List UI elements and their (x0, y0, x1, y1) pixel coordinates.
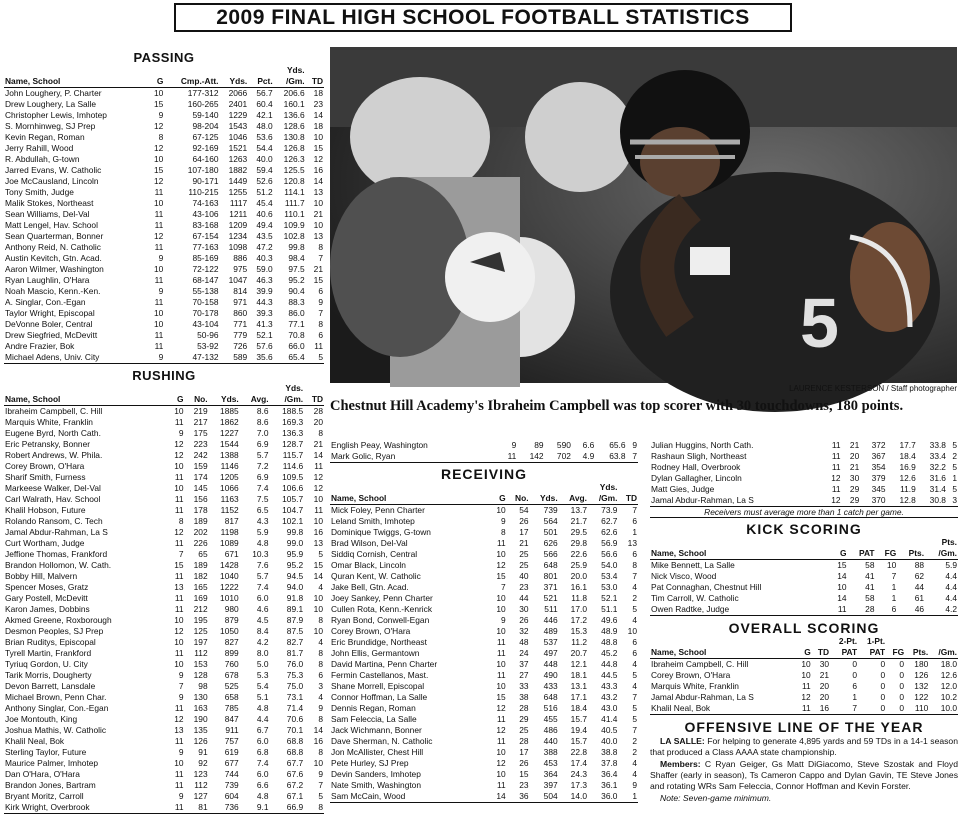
table-row: Brandon Hollomon, W. Cath. 15 189 1428 7.6 95.2 15 (5, 560, 323, 570)
overall-scoring-heading: OVERALL SCORING (728, 620, 880, 636)
table-row: Fermin Castellanos, Mast. 11 27 490 18.1 44.5 5 (331, 670, 637, 680)
table-row: Markeese Walker, Del-Val 10 145 1066 7.4 106.6 12 (5, 483, 323, 493)
svg-text:5: 5 (800, 284, 839, 362)
receiving-continued-rows (650, 440, 958, 507)
table-row: John Loughery, P. Charter 10 177-312 2066 56.7 206.6 18 (5, 88, 323, 98)
rushing-continued-rows (330, 440, 638, 463)
table-row: Mike Bennett, La Salle 15 58 10 88 5.9 (651, 560, 957, 570)
passing-table: Yds. Name, School G Cmp.-Att. Yds. Pct. /Gm. TD John Loughery, P. Charter 10 177-312 2066 56.7 206.6 18 Drew Loughery, La Salle 15 160-265 2401 60.4 160.1 23 Christopher Lewis, Imhotep 9 59-140 1229 42.1 136.6 14 S. Mornhinweg, SJ Prep 12 98-204 1543 48.0 128.6 18 Kevin Regan, Roman 8 67-125 1046 53.6 130.8 10 Jerry Rahill, Wood 12 92-169 1521 54.4 126.8 15 R. Abdullah, G-town 10 64-160 1263 40.0 126.3 12 Jarred Evans, W. Catholic 15 107-180 1882 59.4 125.5 16 Joe McCausland, Lincoln 12 90-171 1449 52.6 120.8 14 Tony Smith, Judge 11 110-215 1255 51.2 114.1 13 Malik Stokes, Northeast 10 74-163 1117 45.4 111.7 10 Sean Williams, Del-Val 11 43-106 1211 40.6 110.1 21 Matt Lengel, Hav. School 11 83-168 1209 49.4 109.9 10 Sean Quarterman, Bonner 12 67-154 1234 43.5 102.8 13 Anthony Reid, N. Catholic 11 77-163 1098 47.2 99.8 8 Austin Kevitch, Gtn. Acad. 9 85-169 886 40.3 98.4 7 Aaron Wilmer, Washington 10 72-122 975 59.0 97.5 21 Ryan Laughlin, O'Hara 11 68-147 1047 46.3 95.2 15 Noah Mascio, Kenn.-Ken. 9 55-138 814 39.9 90.4 6 A. Singlar, Con.-Egan 11 70-158 971 44.3 88.3 9 Taylor Wright, Episcopal 10 70-178 860 39.3 86.0 7 DeVonne Boler, Central 10 43-104 771 41.3 77.1 8 Drew Siegfried, McDevitt 11 50-96 779 52.1 70.8 6 Andre Frazier, Bok 11 53-92 726 57.6 66.0 11 Michael Adens, Univ. City 9 47-132 589 35.6 65.4 5 (5, 65, 323, 362)
table-row: Sean Williams, Del-Val 11 43-106 1211 40.6 110.1 21 (5, 209, 323, 219)
table-row: Marquis White, Franklin 11 20 6 0 0 132 12.0 (651, 681, 957, 691)
table-row: Sharif Smith, Furness 11 174 1205 6.9 109.5 12 (5, 472, 323, 482)
table-row: R. Abdullah, G-town 10 64-160 1263 40.0 126.3 12 (5, 154, 323, 164)
table-row: Anthony Singlar, Con.-Egan 11 163 785 4.8 71.4 9 (5, 703, 323, 713)
receiving-rows (330, 505, 638, 803)
table-row: Devon Barrett, Lansdale 7 98 525 5.4 75.0 3 (5, 681, 323, 691)
kick-scoring-table: Pts. Name, School G PAT FG Pts. /Gm. Mike Bennett, La Salle 15 58 10 88 5.9 Nick Visco, Wood 14 41 7 62 4.4 Pat Connaghan, Chestnut Hill 10 41 1 44 4.4 Tim Carroll, W. Catholic 14 58 1 61 4.4 Owen Radtke, Judge 11 28 6 46 4.2 (651, 537, 957, 614)
table-row: Marquis White, Franklin 11 217 1862 8.6 169.3 20 (5, 417, 323, 427)
table-row: Sterling Taylor, Future 9 91 619 6.8 68.8 8 (5, 747, 323, 757)
table-row: Leland Smith, Imhotep 9 26 564 21.7 62.7 6 (331, 516, 637, 526)
table-row: Curt Wortham, Judge 11 226 1089 4.8 99.0 13 (5, 538, 323, 548)
middle-column (330, 440, 638, 803)
rushing-table: Yds. Name, School G No. Yds. Avg. /Gm. TD Ibraheim Campbell, C. Hill 10 219 1885 8.6 188.5 28 Marquis White, Franklin 11 217 1862 8.6 169.3 20 Eugene Byrd, North Cath. 9 175 1227 7.0 136.3 8 Eric Petransky, Bonner 12 223 1544 6.9 128.7 21 Robert Andrews, W. Phila. 12 242 1388 5.7 115.7 14 Corey Brown, O'Hara 10 159 1146 7.2 114.6 11 Sharif Smith, Furness 11 174 1205 6.9 109.5 12 Markeese Walker, Del-Val 10 145 1066 7.4 106.6 12 Carl Walrath, Hav. School 11 156 1163 7.5 105.7 10 Khalil Hobson, Future 11 178 1152 6.5 104.7 11 Rolando Ransom, C. Tech 8 189 817 4.3 102.1 10 Jamal Abdur-Rahman, La S 12 202 1198 5.9 99.8 16 Curt Wortham, Judge 11 226 1089 4.8 99.0 13 Jeffione Thomas, Frankford 7 65 671 10.3 95.9 5 Brandon Hollomon, W. Cath. 15 189 1428 7.6 95.2 15 Bobby Hill, Malvern 11 182 1040 5.7 94.5 14 Spencer Moses, Gratz 13 165 1222 7.4 94.0 4 Gary Postell, McDevitt 11 169 1010 6.0 91.8 10 Karon James, Dobbins 11 212 980 4.6 89.1 10 Akmed Greene, Roxborough 10 195 879 4.5 87.9 8 Desmon Peoples, SJ Prep 12 125 1050 8.4 87.5 10 Brian Ruditys, Episcopal 10 197 827 4.2 82.7 4 Tyrell Martin, Frankford 11 112 899 8.0 81.7 8 Tyriuq Gordon, U. City 10 153 760 5.0 76.0 8 Tarik Morris, Dougherty 9 128 678 5.3 75.3 6 Devon Barrett, Lansdale 7 98 525 5.4 75.0 3 Michael Brown, Penn Char. 9 130 658 5.1 73.1 4 Anthony Singlar, Con.-Egan 11 163 785 4.8 71.4 9 Joe Montouth, King 12 190 847 4.4 70.6 8 Joshua Mathis, W. Catholic 13 135 911 6.7 70.1 14 Khalil Neal, Bok 11 126 757 6.0 68.8 16 Sterling Taylor, Future 9 91 619 6.8 68.8 8 Maurice Palmer, Imhotep 10 92 677 7.4 67.7 10 Dan O'Hara, O'Hara 11 123 744 6.0 67.6 9 Brandon Jones, Bartram 11 112 739 6.6 67.2 7 Bryant Moritz, Carroll 9 127 604 4.8 67.1 5 Kirk Wright, Overbrook 11 81 736 9.1 66.9 8 (5, 383, 323, 812)
table-row: Connor Hoffman, La Salle 15 38 648 17.1 43.2 7 (331, 692, 637, 702)
table-row: S. Mornhinweg, SJ Prep 12 98-204 1543 48.0 128.6 18 (5, 121, 323, 131)
photo-credit: LAURENCE KESTERSON / Staff photographer (789, 384, 957, 393)
table-row: Sam McCain, Wood 14 36 504 14.0 36.0 1 (331, 791, 637, 801)
table-row: Shane Morrell, Episcopal 10 33 433 13.1 43.3 4 (331, 681, 637, 691)
table-row: Ibraheim Campbell, C. Hill 10 219 1885 8.6 188.5 28 (5, 406, 323, 416)
offensive-line-paragraph-1: LA SALLE: For helping to generate 4,895 yards and 59 TDs in a 14-1 season that produced a Class AAAA state championship. (650, 736, 958, 757)
table-row: Pat Connaghan, Chestnut Hill 10 41 1 44 4.4 (651, 582, 957, 592)
table-row: Kirk Wright, Overbrook 11 81 736 9.1 66.9 8 (5, 802, 323, 812)
table-row: Brad Wilson, Del-Val 11 21 626 29.8 56.9 13 (331, 538, 637, 548)
table-row: Jon McAllister, Chest Hill 10 17 388 22.8 38.8 2 (331, 747, 637, 757)
table-row: Cullen Rota, Kenn.-Kenrick 10 30 511 17.0 51.1 5 (331, 604, 637, 614)
table-row: Bobby Hill, Malvern 11 182 1040 5.7 94.5 14 (5, 571, 323, 581)
table-row: Tyrell Martin, Frankford 11 112 899 8.0 81.7 8 (5, 648, 323, 658)
table-row: John Ellis, Germantown 11 24 497 20.7 45.2 6 (331, 648, 637, 658)
table-row: Drew Siegfried, McDevitt 11 50-96 779 52.1 70.8 6 (5, 330, 323, 340)
table-row: Jerry Rahill, Wood 12 92-169 1521 54.4 126.8 15 (5, 143, 323, 153)
table-row: Dave Sherman, N. Catholic 11 28 440 15.7 40.0 2 (331, 736, 637, 746)
table-row: Sam Feleccia, La Salle 11 29 455 15.7 41.4 5 (331, 714, 637, 724)
kick-scoring-heading: KICK SCORING (746, 521, 862, 537)
table-row: Joshua Mathis, W. Catholic 13 135 911 6.7 70.1 14 (5, 725, 323, 735)
table-row: Siddiq Cornish, Central 10 25 566 22.6 56.6 6 (331, 549, 637, 559)
table-row: Noah Mascio, Kenn.-Ken. 9 55-138 814 39.9 90.4 6 (5, 286, 323, 296)
table-row: Dennis Regan, Roman 12 28 516 18.4 43.0 5 (331, 703, 637, 713)
kick-scoring-rows (650, 560, 958, 616)
table-row: Robert Andrews, W. Phila. 12 242 1388 5.7 115.7 14 (5, 450, 323, 460)
passing-heading: PASSING (133, 50, 195, 65)
table-row: Ibraheim Campbell, C. Hill 10 30 0 0 0 180 18.0 (651, 659, 957, 669)
table-row: Jake Bell, Gtn. Acad. 7 23 371 16.1 53.0 4 (331, 582, 637, 592)
receiving-continued-table (650, 440, 958, 507)
table-row: Omar Black, Lincoln 12 25 648 25.9 54.0 8 (331, 560, 637, 570)
table-row: Dan O'Hara, O'Hara 11 123 744 6.0 67.6 9 (5, 769, 323, 779)
table-row: Matt Lengel, Hav. School 11 83-168 1209 49.4 109.9 10 (5, 220, 323, 230)
table-row: Akmed Greene, Roxborough 10 195 879 4.5 87.9 8 (5, 615, 323, 625)
table-row: Spencer Moses, Gratz 13 165 1222 7.4 94.0 4 (5, 582, 323, 592)
table-row: Matt Gies, Judge 11 29 345 11.9 31.4 5 (651, 484, 957, 494)
table-row: Joe McCausland, Lincoln 12 90-171 1449 52.6 120.8 14 (5, 176, 323, 186)
rushing-heading: RUSHING (132, 368, 196, 383)
table-row: Tyriuq Gordon, U. City 10 153 760 5.0 76.0 8 (5, 659, 323, 669)
table-row: Andre Frazier, Bok 11 53-92 726 57.6 66.0 11 (5, 341, 323, 351)
table-row: Mick Foley, Penn Charter 10 54 739 13.7 73.9 7 (331, 505, 637, 515)
table-row: Rolando Ransom, C. Tech 8 189 817 4.3 102.1 10 (5, 516, 323, 526)
table-row: Taylor Wright, Episcopal 10 70-178 860 39.3 86.0 7 (5, 308, 323, 318)
table-row: Owen Radtke, Judge 11 28 6 46 4.2 (651, 604, 957, 614)
passing-rows (4, 88, 324, 364)
receivers-note: Receivers must average more than 1 catch per game. (650, 507, 958, 518)
table-row: Christopher Lewis, Imhotep 9 59-140 1229 42.1 136.6 14 (5, 110, 323, 120)
table-row: Ryan Bond, Conwell-Egan 9 26 446 17.2 49.6 4 (331, 615, 637, 625)
table-row: Corey Brown, O'Hara 10 159 1146 7.2 114.6 11 (5, 461, 323, 471)
table-row: Jeffione Thomas, Frankford 7 65 671 10.3 95.9 5 (5, 549, 323, 559)
table-row: Pete Hurley, SJ Prep 12 26 453 17.4 37.8 4 (331, 758, 637, 768)
table-row: Brian Ruditys, Episcopal 10 197 827 4.2 82.7 4 (5, 637, 323, 647)
table-row: Khalil Neal, Bok 11 16 7 0 0 110 10.0 (651, 703, 957, 713)
table-row: Ryan Laughlin, O'Hara 11 68-147 1047 46.3 95.2 15 (5, 275, 323, 285)
table-row: Tony Smith, Judge 11 110-215 1255 51.2 114.1 13 (5, 187, 323, 197)
table-row: Karon James, Dobbins 11 212 980 4.6 89.1 10 (5, 604, 323, 614)
overall-scoring-rows (650, 659, 958, 715)
table-row: Jamal Abdur-Rahman, La S 12 202 1198 5.9 99.8 16 (5, 527, 323, 537)
table-row: Brandon Jones, Bartram 11 112 739 6.6 67.2 7 (5, 780, 323, 790)
table-row: Dylan Gallagher, Lincoln 12 30 379 12.6 31.6 1 (651, 473, 957, 483)
table-row: Michael Adens, Univ. City 9 47-132 589 35.6 65.4 5 (5, 352, 323, 362)
offensive-line-heading: OFFENSIVE LINE OF THE YEAR (684, 719, 924, 735)
table-row: Khalil Neal, Bok 11 126 757 6.0 68.8 16 (5, 736, 323, 746)
photo (330, 47, 957, 383)
photo-caption: Chestnut Hill Academy's Ibraheim Campbell was top scorer with 30 touchdowns, 180 points. (330, 398, 904, 414)
table-row: Nate Smith, Washington 11 23 397 17.3 36.1 9 (331, 780, 637, 790)
page-title: 2009 FINAL HIGH SCHOOL FOOTBALL STATISTICS (174, 3, 792, 32)
right-column (650, 440, 958, 805)
table-row: Michael Brown, Penn Char. 9 130 658 5.1 73.1 4 (5, 692, 323, 702)
table-row: Sean Quarterman, Bonner 12 67-154 1234 43.5 102.8 13 (5, 231, 323, 241)
table-row: Aaron Wilmer, Washington 10 72-122 975 59.0 97.5 21 (5, 264, 323, 274)
table-row: Dominique Twiggs, G-town 8 17 501 29.5 62.6 1 (331, 527, 637, 537)
table-row: Bryant Moritz, Carroll 9 127 604 4.8 67.1 5 (5, 791, 323, 801)
table-row: Jamal Abdur-Rahman, La S 12 29 370 12.8 30.8 3 (651, 495, 957, 505)
receiving-table: Yds. Name, School G No. Yds. Avg. /Gm. TD Mick Foley, Penn Charter 10 54 739 13.7 73.9 7 Leland Smith, Imhotep 9 26 564 21.7 62.7 6 Dominique Twiggs, G-town 8 17 501 29.5 62.6 1 Brad Wilson, Del-Val 11 21 626 29.8 56.9 13 Siddiq Cornish, Central 10 25 566 22.6 56.6 6 Omar Black, Lincoln 12 25 648 25.9 54.0 8 Quran Kent, W. Catholic 15 40 801 20.0 53.4 7 Jake Bell, Gtn. Acad. 7 23 371 16.1 53.0 4 Joey Sankey, Penn Charter 10 44 521 11.8 52.1 2 Cullen Rota, Kenn.-Kenrick 10 30 511 17.0 51.1 5 Ryan Bond, Conwell-Egan 9 26 446 17.2 49.6 4 Corey Brown, O'Hara 10 32 489 15.3 48.9 10 Eric Brundidge, Northeast 11 48 537 11.2 48.8 6 John Ellis, Germantown 11 24 497 20.7 45.2 6 David Martina, Penn Charter 10 37 448 12.1 44.8 4 Fermin Castellanos, Mast. 11 27 490 18.1 44.5 5 Shane Morrell, Episcopal 10 33 433 13.1 43.3 4 Connor Hoffman, La Salle 15 38 648 17.1 43.2 7 Dennis Regan, Roman 12 28 516 18.4 43.0 5 Sam Feleccia, La Salle 11 29 455 15.7 41.4 5 Jack Wichmann, Bonner 12 25 486 19.4 40.5 7 Dave Sherman, N. Catholic 11 28 440 15.7 40.0 2 Jon McAllister, Chest Hill 10 17 388 22.8 38.8 2 Pete Hurley, SJ Prep 12 26 453 17.4 37.8 4 Devin Sanders, Imhotep 10 15 364 24.3 36.4 4 Nate Smith, Washington 11 23 397 17.3 36.1 9 Sam McCain, Wood 14 36 504 14.0 36.0 1 (331, 482, 637, 801)
table-row: Tim Carroll, W. Catholic 14 58 1 61 4.4 (651, 593, 957, 603)
rushing-continued-table (330, 440, 638, 463)
col-name: Name, School (4, 76, 149, 88)
table-row: Julian Huggins, North Cath. 11 21 372 17.7 33.8 5 (651, 440, 957, 450)
table-row: Rodney Hall, Overbrook 11 21 354 16.9 32.2 5 (651, 462, 957, 472)
offensive-line-note: Note: Seven-game minimum. (660, 793, 772, 803)
table-row: Corey Brown, O'Hara 10 21 0 0 0 126 12.6 (651, 670, 957, 680)
table-row: Gary Postell, McDevitt 11 169 1010 6.0 91.8 10 (5, 593, 323, 603)
table-row: Drew Loughery, La Salle 15 160-265 2401 60.4 160.1 23 (5, 99, 323, 109)
table-row: Rashaun Sligh, Northeast 11 20 367 18.4 33.4 2 (651, 451, 957, 461)
table-row: Devin Sanders, Imhotep 10 15 364 24.3 36.4 4 (331, 769, 637, 779)
table-row: Joe Montouth, King 12 190 847 4.4 70.6 8 (5, 714, 323, 724)
table-row: Khalil Hobson, Future 11 178 1152 6.5 104.7 11 (5, 505, 323, 515)
table-row: Quran Kent, W. Catholic 15 40 801 20.0 53.4 7 (331, 571, 637, 581)
table-row: A. Singlar, Con.-Egan 11 70-158 971 44.3 88.3 9 (5, 297, 323, 307)
table-row: DeVonne Boler, Central 10 43-104 771 41.3 77.1 8 (5, 319, 323, 329)
table-row: Nick Visco, Wood 14 41 7 62 4.4 (651, 571, 957, 581)
rushing-rows (4, 406, 324, 814)
table-row: Austin Kevitch, Gtn. Acad. 9 85-169 886 40.3 98.4 7 (5, 253, 323, 263)
table-row: Jamal Abdur-Rahman, La S 12 20 1 0 0 122 10.2 (651, 692, 957, 702)
table-row: Eric Petransky, Bonner 12 223 1544 6.9 128.7 21 (5, 439, 323, 449)
table-row: Joey Sankey, Penn Charter 10 44 521 11.8 52.1 2 (331, 593, 637, 603)
table-row: Corey Brown, O'Hara 10 32 489 15.3 48.9 10 (331, 626, 637, 636)
offensive-line-paragraph-2: Members: C Ryan Geiger, Gs Matt DiGiacomo, Steve Szostak and Floyd Shaffer (early in season), Ts Cameron Cappo and Dylan Gavin, TE Steve Jones and rotating WRs Sam Feleccia, Connor Hoffman and Kevin Forster. (650, 759, 958, 791)
table-row: David Martina, Penn Charter 10 37 448 12.1 44.8 4 (331, 659, 637, 669)
receiving-heading: RECEIVING (440, 466, 527, 482)
table-row: Malik Stokes, Northeast 10 74-163 1117 45.4 111.7 10 (5, 198, 323, 208)
table-row: Carl Walrath, Hav. School 11 156 1163 7.5 105.7 10 (5, 494, 323, 504)
table-row: Jack Wichmann, Bonner 12 25 486 19.4 40.5 7 (331, 725, 637, 735)
table-row: Maurice Palmer, Imhotep 10 92 677 7.4 67.7 10 (5, 758, 323, 768)
overall-scoring-table: 2-Pt. 1-Pt. Name, School G TD PAT PAT FG Pts. /Gm. Ibraheim Campbell, C. Hill 10 30 0 0 0 180 18.0 Corey Brown, O'Hara 10 21 0 0 0 126 12.6 Marquis White, Franklin 11 20 6 0 0 132 12.0 Jamal Abdur-Rahman, La S 12 20 1 0 0 122 10.2 Khalil Neal, Bok 11 16 7 0 0 110 10.0 (651, 636, 957, 713)
table-row: Kevin Regan, Roman 8 67-125 1046 53.6 130.8 10 (5, 132, 323, 142)
table-row: Mark Golic, Ryan 11 142 702 4.9 63.8 7 (331, 451, 637, 461)
football-player-photo (330, 47, 957, 383)
table-row: Jarred Evans, W. Catholic 15 107-180 1882 59.4 125.5 16 (5, 165, 323, 175)
table-row: English Peay, Washington 9 89 590 6.6 65.6 9 (331, 440, 637, 450)
table-row: Tarik Morris, Dougherty 9 128 678 5.3 75.3 6 (5, 670, 323, 680)
table-row: Eric Brundidge, Northeast 11 48 537 11.2 48.8 6 (331, 637, 637, 647)
left-column (4, 50, 324, 814)
table-row: Anthony Reid, N. Catholic 11 77-163 1098 47.2 99.8 8 (5, 242, 323, 252)
offensive-line-section (650, 719, 958, 804)
table-row: Desmon Peoples, SJ Prep 12 125 1050 8.4 87.5 10 (5, 626, 323, 636)
table-row: Eugene Byrd, North Cath. 9 175 1227 7.0 136.3 8 (5, 428, 323, 438)
